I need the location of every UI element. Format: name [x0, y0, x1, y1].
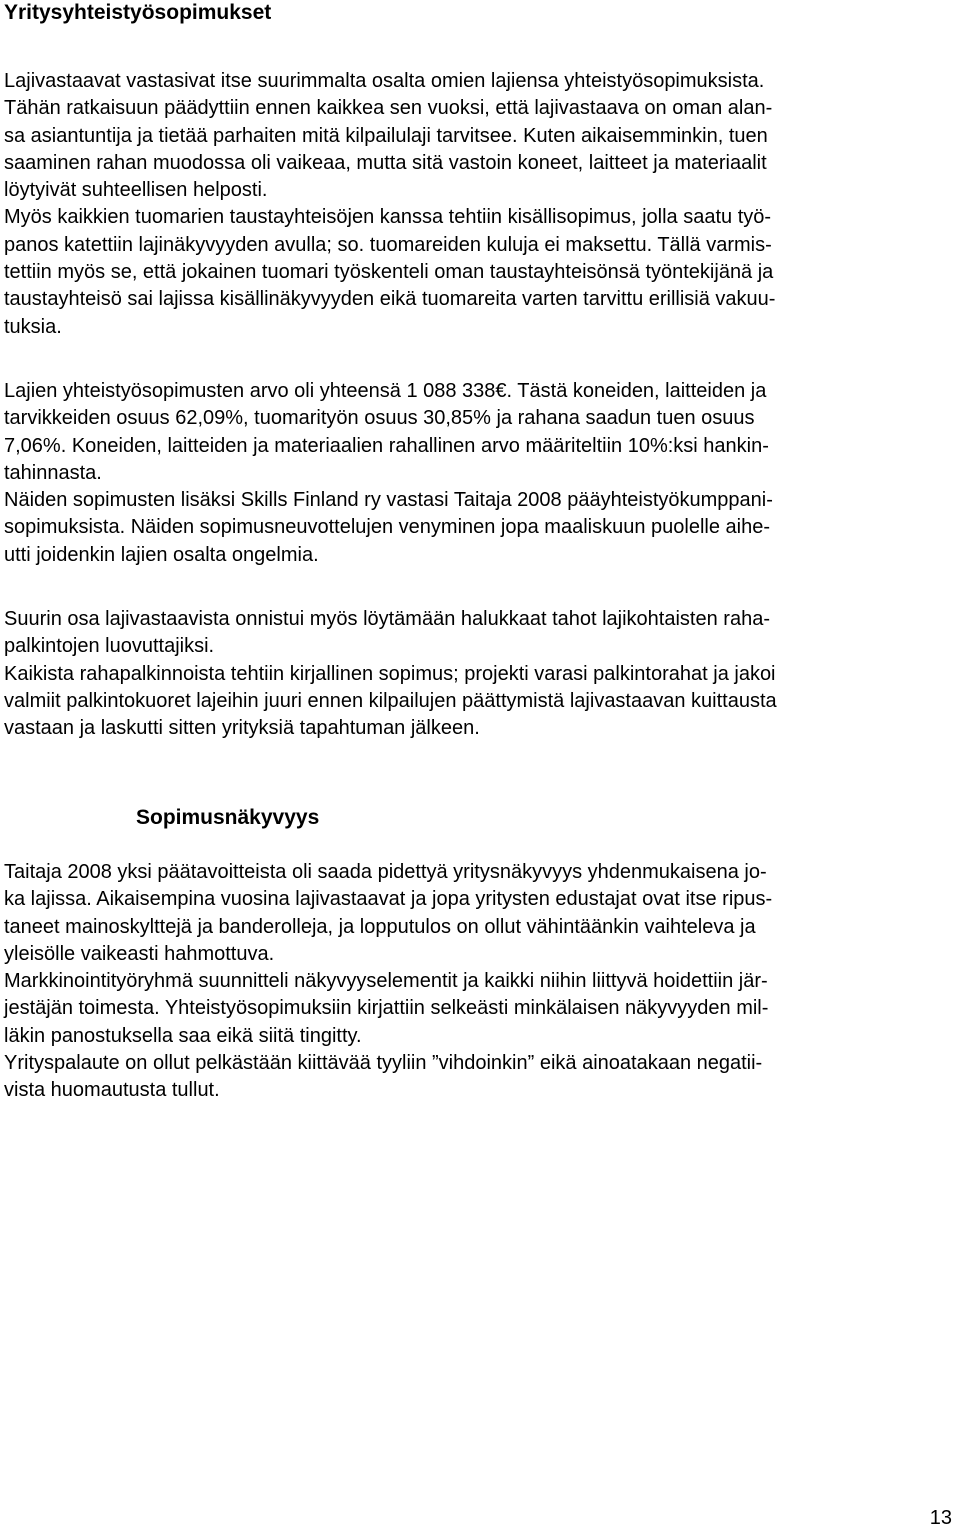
paragraph-1-2 [4, 378, 773, 569]
text-line: yleisölle vaikeasti hahmottuva. [4, 942, 275, 965]
text-line: sa asiantuntija ja tietää parhaiten mitä kilpailulaji tarvitsee. Kuten aikaisemminkin, tuen [4, 124, 768, 147]
paragraph-1-3 [4, 606, 777, 742]
text-line: saaminen rahan muodossa oli vaikeaa, mutta sitä vastoin koneet, laitteet ja materiaalit [4, 151, 767, 174]
text-line: Lajien yhteistyösopimusten arvo oli yhteensä 1 088 338€. Tästä koneiden, laitteiden ja [4, 380, 767, 402]
text-line: sopimuksista. Näiden sopimusneuvottelujen venyminen jopa maaliskuun puolelle aihe- [4, 516, 770, 539]
text-line: Lajivastaavat vastasivat itse suurimmalta osalta omien lajiensa yhteistyösopimuksista. [4, 70, 765, 92]
text-line: jestäjän toimesta. Yhteistyösopimuksiin kirjattiin selkeästi minkälaisen näkyvyyden mil- [4, 997, 769, 1020]
text-line: ka lajissa. Aikaisempina vuosina lajivastaavat ja jopa yritysten edustajat ovat itse ripus- [4, 888, 773, 911]
text-line: Taitaja 2008 yksi päätavoitteista oli saada pidettyä yritysnäkyvyys yhdenmukaisena jo- [4, 861, 767, 883]
text-line: Kaikista rahapalkinnoista tehtiin kirjallinen sopimus; projekti varasi palkintorahat ja jakoi [4, 662, 776, 685]
text-line: palkintojen luovuttajiksi. [4, 635, 215, 658]
section-heading-yritysyhteistyosopimukset: Yritysyhteistyösopimukset [4, 1, 272, 24]
text-line: löytyivät suhteellisen helposti. [4, 179, 268, 202]
text-line: utti joidenkin lajien osalta ongelmia. [4, 543, 319, 566]
text-line: Tähän ratkaisuun päädyttiin ennen kaikkea sen vuoksi, että lajivastaava on oman alan- [4, 97, 773, 120]
paragraph-1-1 [4, 68, 775, 341]
text-line: Yrityspalaute on ollut pelkästään kiittävää tyyliin ”vihdoinkin” eikä ainoatakaan negatii- [4, 1052, 763, 1075]
text-line: 7,06%. Koneiden, laitteiden ja materiaalien rahallinen arvo määriteltiin 10%:ksi hankin- [4, 434, 769, 457]
page-number: 13 [929, 1507, 952, 1529]
text-line: taneet mainoskylttejä ja banderolleja, ja lopputulos on ollut vähintäänkin vaihteleva ja [4, 915, 756, 938]
text-line: tarvikkeiden osuus 62,09%, tuomarityön osuus 30,85% ja rahana saadun tuen osuus [4, 407, 755, 430]
text-line: tettiin myös se, että jokainen tuomari työskenteli oman taustayhteisönsä työntekijänä ja [4, 261, 774, 284]
text-line: valmiit palkintokuoret lajeihin juuri ennen kilpailujen päättymistä lajivastaavan kuittausta [4, 689, 777, 712]
text-line: taustayhteisö sai lajissa kisällinäkyvyyden eikä tuomareita varten tarvittu erillisiä vakuu- [4, 288, 776, 311]
text-line: tuksia. [4, 315, 62, 338]
section-heading-sopimusnakyvyys: Sopimusnäkyvyys [136, 806, 320, 829]
text-line: panos katettiin lajinäkyvyyden avulla; so. tuomareiden kuluja ei maksettu. Tällä varmis- [4, 233, 772, 256]
paragraph-2-1 [4, 859, 772, 1105]
text-line: läkin panostuksella saa eikä siitä tingitty. [4, 1024, 362, 1047]
text-line: Myös kaikkien tuomarien taustayhteisöjen kanssa tehtiin kisällisopimus, jolla saatu työ- [4, 206, 772, 229]
text-line: vista huomautusta tullut. [4, 1079, 220, 1102]
text-line: Suurin osa lajivastaavista onnistui myös löytämään halukkaat tahot lajikohtaisten raha- [4, 608, 770, 630]
text-line: Näiden sopimusten lisäksi Skills Finland ry vastasi Taitaja 2008 pääyhteistyökumppani- [4, 489, 773, 512]
text-line: tahinnasta. [4, 461, 102, 484]
text-line: vastaan ja laskutti sitten yrityksiä tapahtuman jälkeen. [4, 717, 480, 740]
text-line: Markkinointityöryhmä suunnitteli näkyvyyselementit ja kaikki niihin liittyvä hoidettiin jär- [4, 970, 768, 993]
